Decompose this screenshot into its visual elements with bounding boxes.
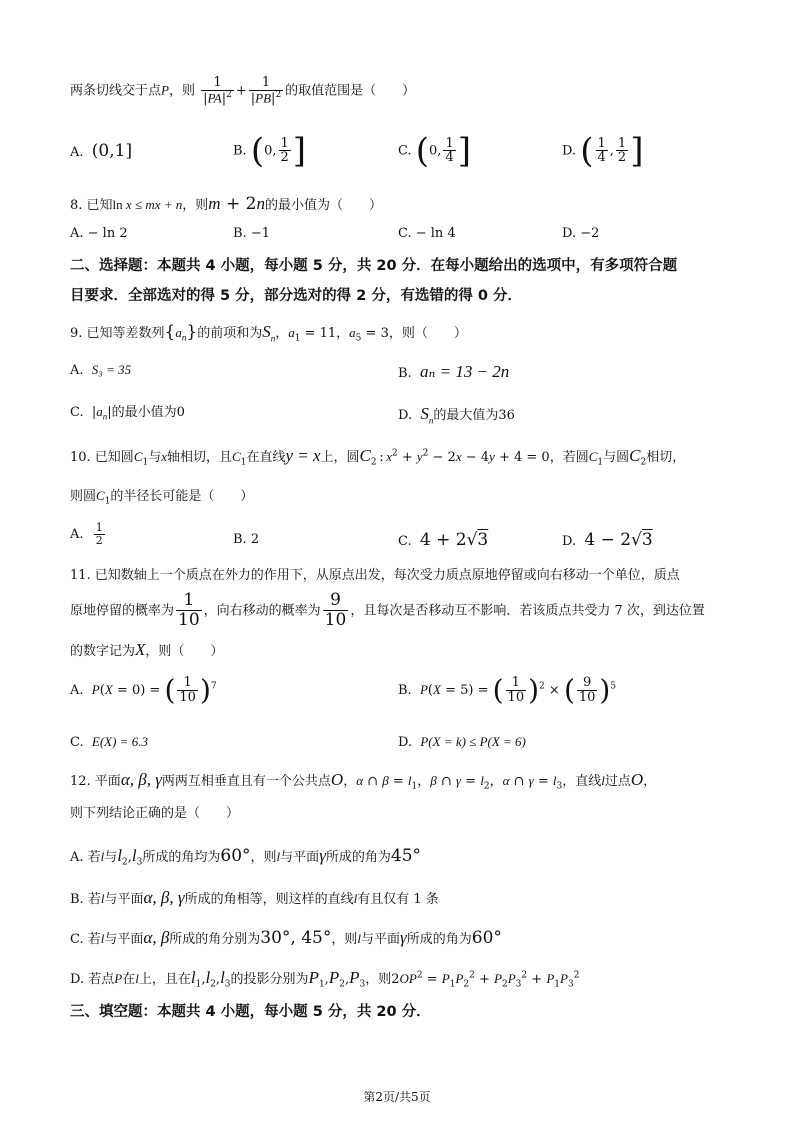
q7-stem: 两条切线交于点P，则 $\frac{1}{|PA|^2}$ + $\frac{1}{|PB|^2}$ 的取值范围是（ ） <box>70 75 416 106</box>
q8-stem: 8. 已知ln x ≤ mx + n，则m + 2n的最小值为（ ） <box>70 194 382 214</box>
q9-option-b: B. aₙ = 13 − 2n <box>398 362 510 381</box>
q9-option-d: D. $S_n$的最大值为36 <box>398 404 515 426</box>
q10-option-c: C. 4 + 2√3 <box>398 530 489 550</box>
q11-stem-line2: 原地停留的概率为 $\frac{1}{10}$ ，向右移动的概率为 $\frac{9}{10}$ ，且每次是否移动互不影响．若该质点共受力 7 次，到达位置 <box>70 590 705 630</box>
q12-stem-line2: 则下列结论正确的是（ ） <box>70 806 240 821</box>
q9-option-a: A. S₃ = 35 <box>70 362 132 378</box>
q7-option-c: C. (0, $\frac{1}{4}$ ] <box>398 131 471 171</box>
q10-option-b: B. 2 <box>233 532 260 547</box>
q8-option-c: C. − ln 4 <box>398 226 456 241</box>
q12-stem-line1: 12. 平面α, β, γ两两互相垂直且有一个公共点O，α ∩ $\beta = l_1$，β ∩ $\gamma = l_2$，α ∩ $\gamma = l_3$，直线l过点O， <box>70 770 657 792</box>
q8-option-b: B. −1 <box>233 226 270 241</box>
q10-option-a: A. $\frac{1}{2}$ <box>70 521 103 547</box>
q7-option-d: D. ( $\frac{1}{4}$ , $\frac{1}{2}$ ] <box>562 131 644 171</box>
page-footer: 第2页/共5页 <box>363 1090 431 1104</box>
q8-option-a: A. − ln 2 <box>70 226 128 241</box>
q11-stem-line1: 11. 已知数轴上一个质点在外力的作用下，从原点出发，每次受力质点原地停留或向右移动一个单位，质点 <box>70 568 680 583</box>
section2-heading-line2: 目要求．全部选对的得 5 分，部分选对的得 2 分，有选错的得 0 分． <box>70 288 523 304</box>
q12-option-c: C. 若l与平面α, β所成的角分别为30°, 45°，则l与平面γ所成的角为60° <box>70 928 502 948</box>
q11-option-a: A. P(X = 0) = ( $\frac{1}{10}$ )$^7$ <box>70 673 217 707</box>
q8-option-d: D. −2 <box>562 226 600 241</box>
q11-stem-line3: 的数字记为X，则（ ） <box>70 640 224 659</box>
q10-stem-line2: 则圆$C_1$的半径长可能是（ ） <box>70 488 254 507</box>
q11-option-d: D. P(X = k) ≤ P(X = 6) <box>398 734 526 750</box>
q11-option-b: B. P(X = 5) = ( $\frac{1}{10}$ )$^2$ × ( $\frac{9}{10}$ )$^5$ <box>398 673 617 707</box>
q9-option-c: C. $|a_n|$的最小值为0 <box>70 404 185 422</box>
q7-option-a: A. (0,1] <box>70 141 133 161</box>
q12-option-d: D. 若点P在l上，且在$l_1,l_2,l_3$的投影分别为$P_1,P_2,P_3$，则$2OP^2 = P_1P_2^2 + P_2P_3^2 + P_1P_3^2$ <box>70 968 580 990</box>
section3-heading: 三、填空题：本题共 4 小题，每小题 5 分，共 20 分． <box>70 1004 431 1020</box>
q10-stem-line1: 10. 已知圆$C_1$与x轴相切，且$C_1$在直线y = x上，圆$C_2$ : $x^2 + y^2 - 2x - 4y + 4 = 0$，若圆$C_1$与圆$C_2$相切， <box>70 446 686 468</box>
q12-option-a: A. 若l与$l_2,l_3$所成的角均为60°，则l与平面γ所成的角为45° <box>70 846 422 868</box>
q12-option-b: B. 若l与平面α, β, γ所成的角相等，则这样的直线l有且仅有 1 条 <box>70 888 439 907</box>
q11-option-c: C. E(X) = 6.3 <box>70 734 148 750</box>
q10-option-d: D. 4 − 2√3 <box>562 530 653 550</box>
q9-stem: 9. 已知等差数列$\{a_n\}$的前项和为$S_n$，$a_1 = 11$，$a_5 = 3$，则（ ） <box>70 322 467 344</box>
q7-option-b: B. (0, $\frac{1}{2}$ ] <box>233 131 307 171</box>
section2-heading-line1: 二、选择题：本题共 4 小题，每小题 5 分，共 20 分．在每小题给出的选项中，有多项符合题 <box>70 258 678 274</box>
